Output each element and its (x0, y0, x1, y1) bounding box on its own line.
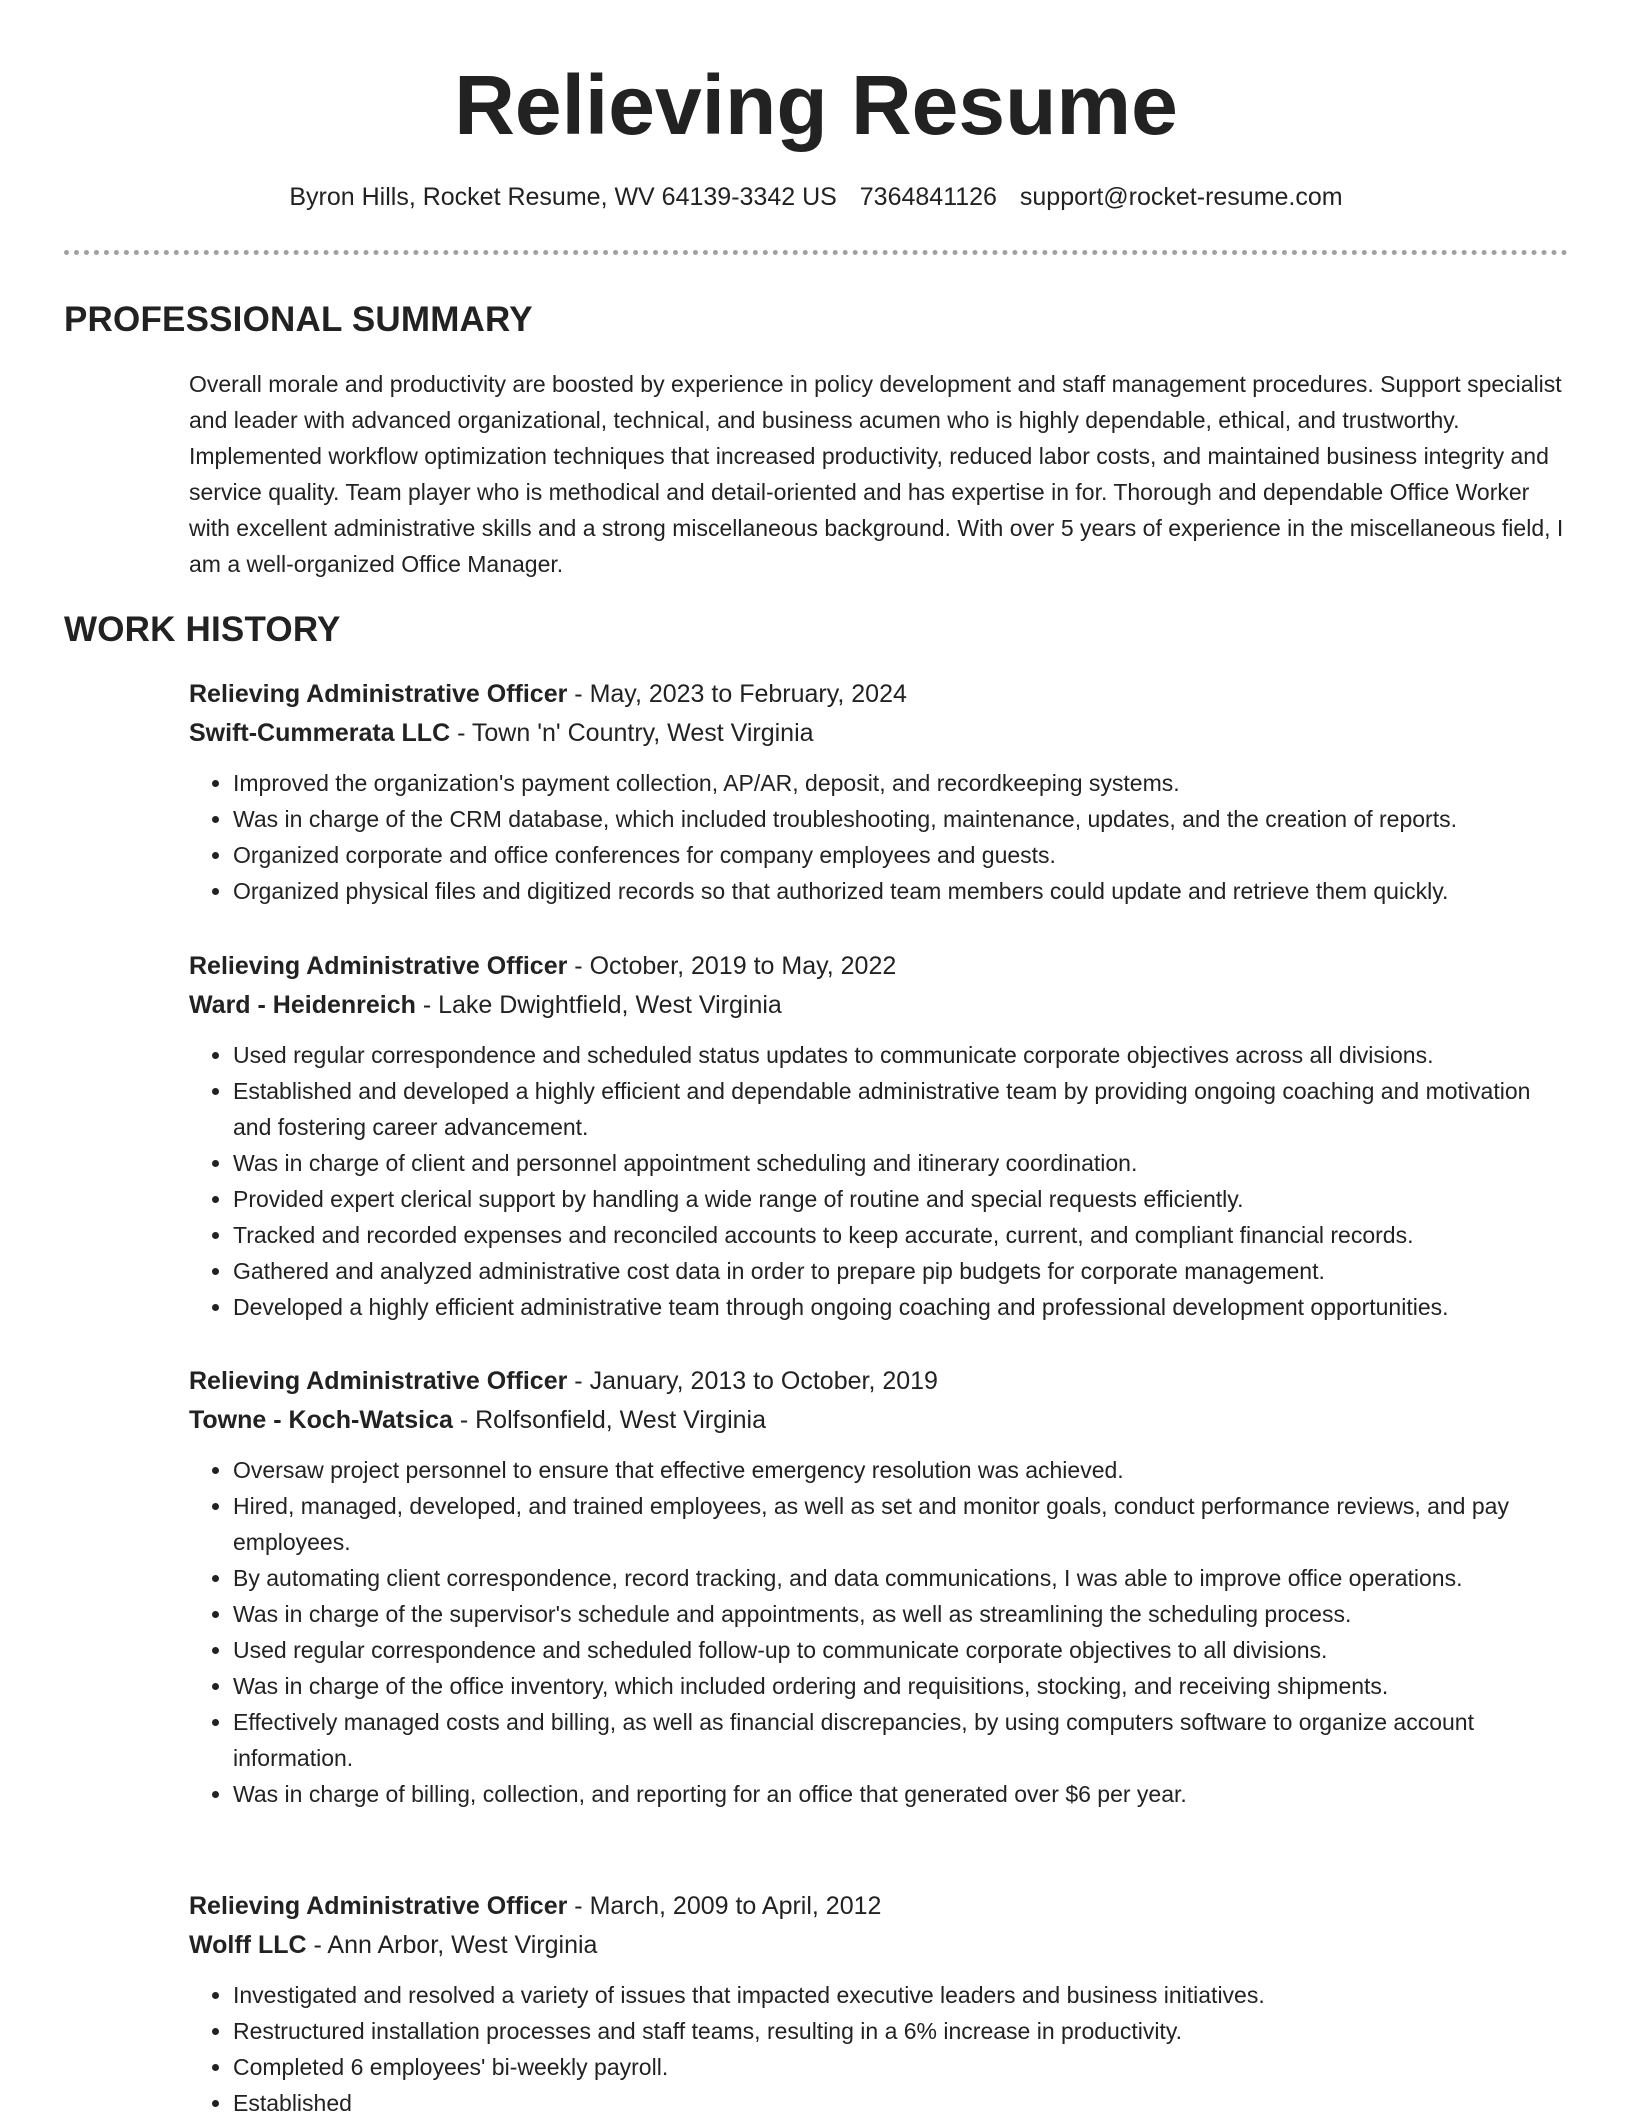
job-entry (189, 947, 1569, 1325)
job-bullets (189, 1452, 1569, 1812)
job-bullet: • Established (233, 2085, 1569, 2112)
job-bullet: • By automating client correspondence, record tracking, and data communications, I was able to improve office operations. (233, 1560, 1569, 1596)
summary-text: Overall morale and productivity are boosted by experience in policy development and staff management procedures. Support specialist and leader with advanced organizational, technical, and business acumen who is highly dependable, ethical, and trustworthy. Implemented workflow optimization techniques that increased productivity, reduced labor costs, and maintained business integrity and service quality. Team player who is methodical and detail-oriented and has expertise in for. Thorough and dependable Office Worker with excellent administrative skills and a strong miscellaneous background. With over 5 years of experience in the miscellaneous field, I am a well-organized Office Manager. (189, 371, 1564, 577)
job-bullet: • Was in charge of client and personnel appointment scheduling and itinerary coordination. (233, 1145, 1569, 1181)
contact-email: support@rocket-resume.com (1019, 183, 1343, 211)
job-company-line (189, 714, 1569, 753)
job-bullet: • Hired, managed, developed, and trained employees, as well as set and monitor goals, conduct performance reviews, and pay employees. (233, 1488, 1569, 1560)
job-location: - Town 'n' Country, West Virginia (450, 719, 814, 747)
job-bullet: • Investigated and resolved a variety of issues that impacted executive leaders and business initiatives. (233, 1977, 1569, 2013)
job-bullet: • Was in charge of the office inventory, which included ordering and requisitions, stocking, and receiving shipments. (233, 1668, 1569, 1704)
job-role: Relieving Administrative Officer (189, 952, 568, 980)
job-bullet: • Organized corporate and office conferences for company employees and guests. (233, 837, 1569, 873)
job-company-line (189, 1926, 1569, 1965)
job-bullet: • Was in charge of the CRM database, which included troubleshooting, maintenance, updates, and the creation of reports. (233, 801, 1569, 837)
job-bullet: • Gathered and analyzed administrative cost data in order to prepare pip budgets for corporate management. (233, 1253, 1569, 1289)
job-company-line (189, 1401, 1569, 1440)
job-dates: - May, 2023 to February, 2024 (567, 680, 907, 708)
job-role: Relieving Administrative Officer (189, 1892, 568, 1920)
job-bullet: • Established and developed a highly efficient and dependable administrative team by providing ongoing coaching and motivation and fostering career advancement. (233, 1073, 1569, 1145)
job-bullet: • Developed a highly efficient administrative team through ongoing coaching and professional development opportunities. (233, 1289, 1569, 1325)
job-title-line (189, 947, 1569, 986)
job-company: Wolff LLC (189, 1931, 307, 1959)
job-bullet: • Used regular correspondence and scheduled follow-up to communicate corporate objectives to all divisions. (233, 1632, 1569, 1668)
job-bullet: • Oversaw project personnel to ensure that effective emergency resolution was achieved. (233, 1452, 1569, 1488)
job-dates: - March, 2009 to April, 2012 (567, 1892, 882, 1920)
job-location: - Lake Dwightfield, West Virginia (415, 991, 782, 1019)
contact-phone: 7364841126 (859, 183, 997, 211)
job-title-line (189, 1887, 1569, 1926)
job-dates: - October, 2019 to May, 2022 (567, 952, 897, 980)
job-bullets (189, 765, 1569, 909)
job-role: Relieving Administrative Officer (189, 680, 568, 708)
job-location: - Ann Arbor, West Virginia (306, 1931, 598, 1959)
job-dates: - January, 2013 to October, 2019 (567, 1367, 938, 1395)
job-location: - Rolfsonfield, West Virginia (452, 1406, 767, 1434)
header-divider (64, 250, 1568, 255)
job-bullets (189, 1977, 1569, 2112)
job-bullet: • Improved the organization's payment collection, AP/AR, deposit, and recordkeeping systems. (233, 765, 1569, 801)
contact-address: Byron Hills, Rocket Resume, WV 64139-3342 US (289, 183, 837, 211)
job-bullet: • Tracked and recorded expenses and reconciled accounts to keep accurate, current, and compliant financial records. (233, 1217, 1569, 1253)
job-title-line (189, 675, 1569, 714)
job-bullet: • Effectively managed costs and billing, as well as financial discrepancies, by using computers software to organize account information. (233, 1704, 1569, 1776)
job-bullet: • Organized physical files and digitized records so that authorized team members could update and retrieve them quickly. (233, 873, 1569, 909)
resume-title: Relieving Resume (454, 58, 1178, 152)
section-title-work-history: WORK HISTORY (64, 610, 341, 649)
job-entry (189, 1887, 1569, 2112)
job-bullet: • Provided expert clerical support by handling a wide range of routine and special requests efficiently. (233, 1181, 1569, 1217)
job-bullet: • Was in charge of the supervisor's schedule and appointments, as well as streamlining the scheduling process. (233, 1596, 1569, 1632)
job-bullet: • Used regular correspondence and scheduled status updates to communicate corporate objectives across all divisions. (233, 1037, 1569, 1073)
job-company: Towne - Koch-Watsica (189, 1406, 453, 1434)
job-company-line (189, 986, 1569, 1025)
job-bullet: • Restructured installation processes and staff teams, resulting in a 6% increase in productivity. (233, 2013, 1569, 2049)
job-title-line (189, 1362, 1569, 1401)
contact-line (0, 180, 1632, 214)
job-bullet: • Was in charge of billing, collection, and reporting for an office that generated over $6 per year. (233, 1776, 1569, 1812)
job-entry (189, 675, 1569, 909)
section-title-summary: PROFESSIONAL SUMMARY (64, 300, 533, 339)
job-bullets (189, 1037, 1569, 1325)
job-bullet: • Completed 6 employees' bi-weekly payroll. (233, 2049, 1569, 2085)
job-company: Swift-Cummerata LLC (189, 719, 451, 747)
job-entry (189, 1362, 1569, 1812)
job-company: Ward - Heidenreich (189, 991, 416, 1019)
job-role: Relieving Administrative Officer (189, 1367, 568, 1395)
